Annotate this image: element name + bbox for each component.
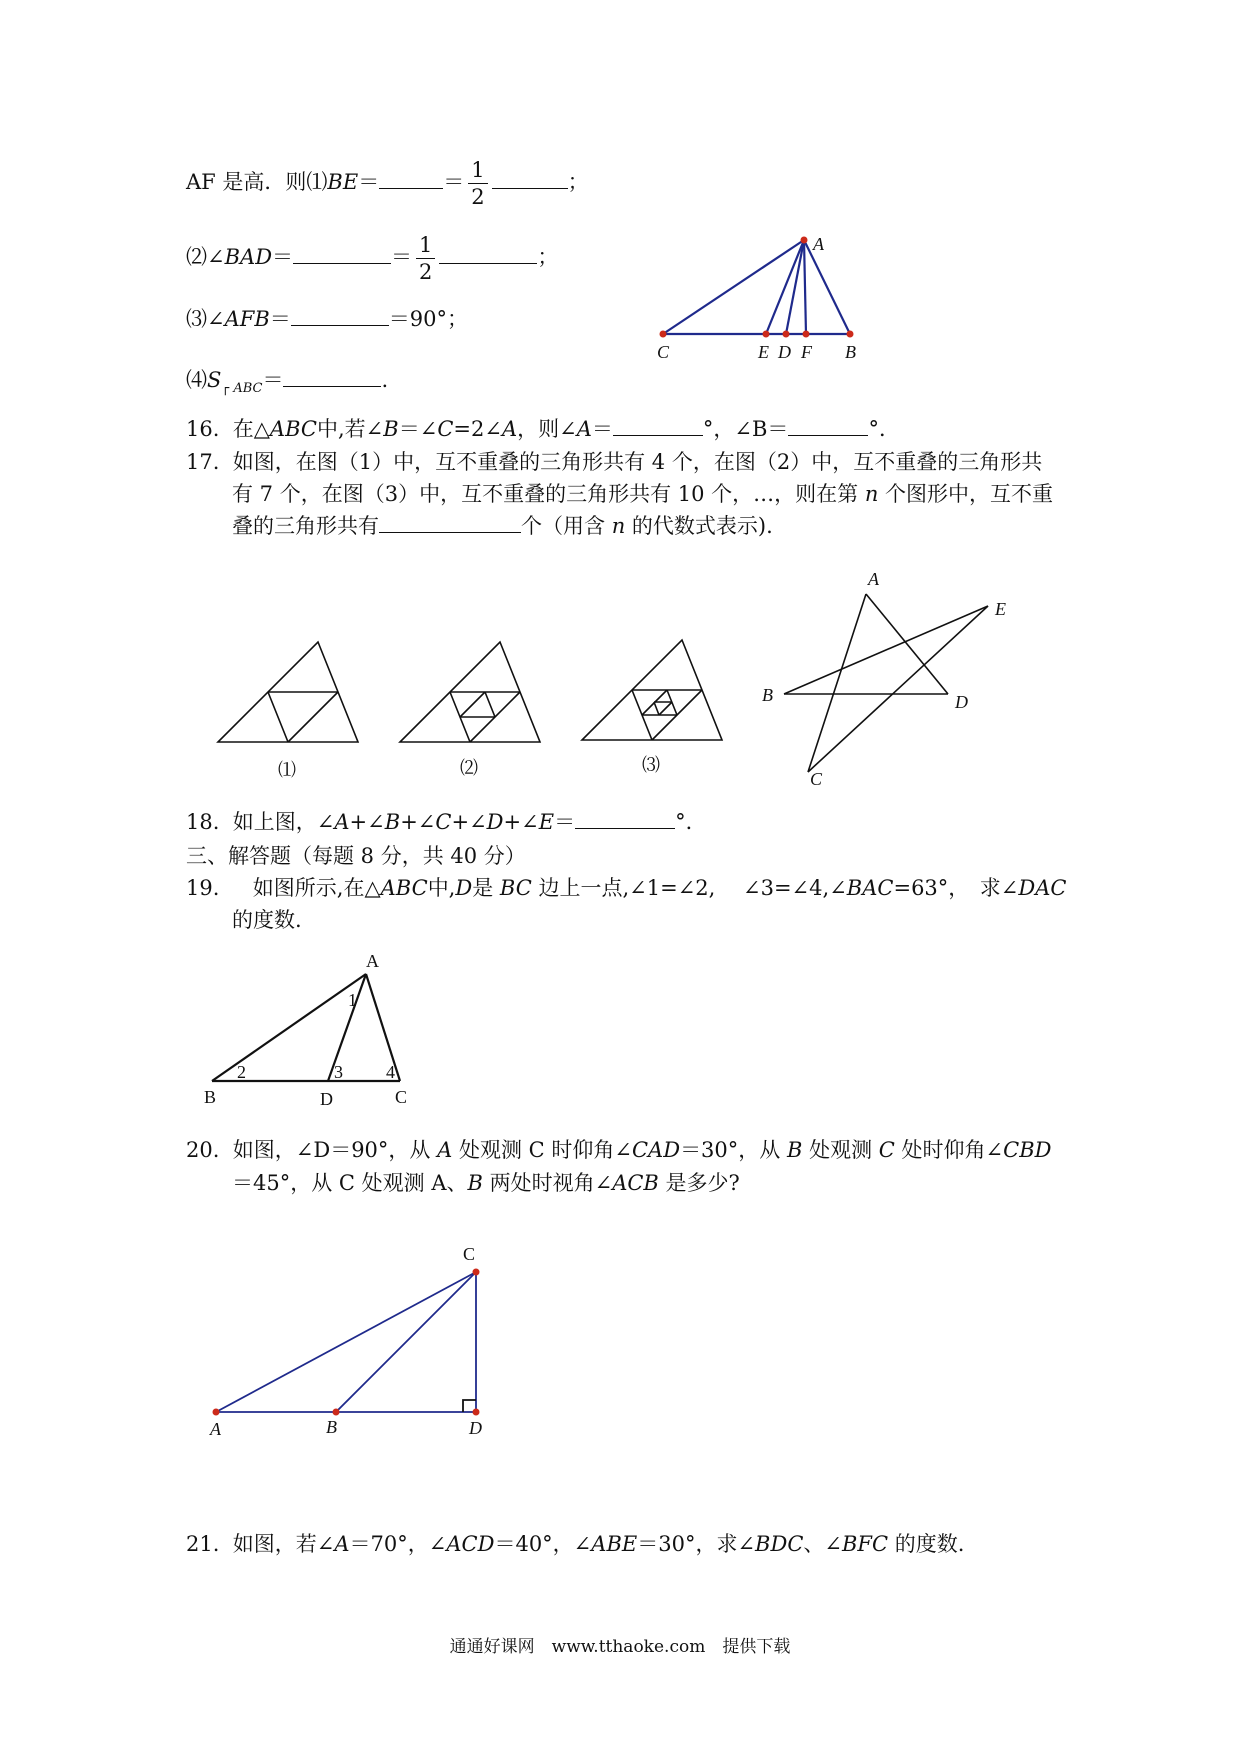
- q18-p3: +∠: [451, 810, 487, 834]
- q20-a: A: [437, 1138, 453, 1162]
- fig15-segment-AC: [663, 240, 804, 334]
- q15-part2-blank-2[interactable]: [439, 243, 537, 264]
- q15-part2-var: BAD: [224, 245, 273, 269]
- q19-text-e: =63°， 求∠: [893, 876, 1019, 900]
- q19-number: 19.: [186, 876, 220, 900]
- fig15-point-F: [803, 331, 810, 338]
- q16-a: A: [501, 417, 518, 441]
- q15-part1-blank-2[interactable]: [492, 168, 568, 189]
- q16: [186, 415, 900, 443]
- q15-part3-blank[interactable]: [291, 305, 389, 326]
- fig15-label-F: F: [801, 342, 812, 362]
- q18-star-figure: [758, 560, 1028, 790]
- q21: [186, 1530, 964, 1558]
- q19-dac: DAC: [1018, 876, 1067, 900]
- q19-figure: [200, 950, 430, 1110]
- fig15-segment-AF: [804, 240, 806, 334]
- q15-part1-denominator: 2: [471, 185, 485, 209]
- fig19-label-D: D: [320, 1089, 333, 1109]
- q20-cad: CAD: [631, 1138, 681, 1162]
- q16-number: 16.: [186, 417, 220, 441]
- fig20-label-D: D: [469, 1418, 482, 1438]
- fig17-3-innermost-right: [659, 702, 672, 715]
- q15-part4-sub: ┌ ABC: [221, 381, 263, 397]
- q17-blank[interactable]: [379, 512, 521, 533]
- q15-part3-eq: ＝: [269, 307, 291, 331]
- q20-figure: [200, 1240, 490, 1440]
- q18-eq: ＝: [554, 810, 576, 834]
- q15-part4-var: S: [207, 368, 222, 392]
- q17-line1-text: 如图，在图（1）中，互不重叠的三角形共有 4 个，在图（2）中，互不重叠的三角形共: [232, 450, 1043, 474]
- q16-blank-a[interactable]: [613, 415, 703, 436]
- fig15-label-E: E: [758, 342, 769, 362]
- q16-c: C: [437, 417, 454, 441]
- q18-C: C: [435, 810, 452, 834]
- q15-part1: [186, 157, 589, 210]
- q21-text-c: ＝40°，∠: [494, 1532, 592, 1556]
- fig19-angle-4: 4: [386, 1062, 395, 1082]
- q16-blank-b[interactable]: [788, 415, 868, 436]
- fig15-point-E: [763, 331, 770, 338]
- q19-abc: ABC: [380, 876, 428, 900]
- q18-A: A: [334, 810, 350, 834]
- q15-part4: [186, 366, 388, 403]
- q17-line2-a: 有 7 个，在图（3）中，互不重叠的三角形共有 10 个，…，则在第: [232, 482, 865, 506]
- q17-line3-n: n: [611, 514, 626, 538]
- q18: [186, 808, 707, 836]
- q16-text-d: =2∠: [453, 417, 502, 441]
- fig15-point-D: [783, 331, 790, 338]
- fig15-label-C: C: [657, 342, 670, 362]
- q21-text-f: 的度数.: [888, 1532, 965, 1556]
- q21-bdc: BDC: [755, 1532, 804, 1556]
- q17-figure-1: [214, 638, 364, 788]
- q15-part3-end: °；: [436, 307, 469, 331]
- fig19-angle-3: 3: [334, 1062, 343, 1082]
- q15-part4-prefix: ⑷: [186, 368, 207, 392]
- q15-part4-eq: ＝: [262, 368, 284, 392]
- q16-text-g: °，∠B＝: [702, 417, 789, 441]
- fig20-point-C: [473, 1269, 480, 1276]
- q16-b: B: [383, 417, 399, 441]
- q16-text-f: ＝: [591, 417, 613, 441]
- q21-abe: ABE: [591, 1532, 638, 1556]
- star-label-E: E: [995, 599, 1006, 619]
- fig19-angle-2: 2: [237, 1062, 246, 1082]
- q21-text-a: 如图，若∠: [232, 1532, 335, 1556]
- star-label-B: B: [762, 685, 773, 705]
- fig19-label-C: C: [395, 1087, 408, 1107]
- q21-a: A: [334, 1532, 350, 1556]
- q18-D: D: [486, 810, 504, 834]
- q15-part3: [186, 305, 468, 333]
- q18-E: E: [538, 810, 555, 834]
- q20-line2-d: 是多少?: [658, 1171, 740, 1195]
- fig17-3-caption: ⑶: [642, 755, 660, 775]
- q17-line3-c: 的代数式表示).: [625, 514, 773, 538]
- q20-text-b: 处观测 C 时仰角∠: [452, 1138, 632, 1162]
- q20-line1: [186, 1136, 1051, 1164]
- fig17-1-midline-right: [288, 692, 338, 742]
- q20-text-c: ＝30°，从: [680, 1138, 787, 1162]
- q18-p4: +∠: [503, 810, 539, 834]
- q15-part2-blank-1[interactable]: [293, 243, 391, 264]
- q15-part1-eq2: ＝: [443, 170, 465, 194]
- q21-acd: ACD: [446, 1532, 495, 1556]
- fig15-segment-AD: [786, 240, 804, 334]
- fig20-segment-BC: [336, 1272, 476, 1412]
- fig19-label-A: A: [366, 951, 379, 971]
- q15-part2-denominator: 2: [419, 260, 433, 284]
- fig20-point-A: [213, 1409, 220, 1416]
- fig20-label-A: A: [210, 1419, 221, 1439]
- q18-p2: +∠: [400, 810, 436, 834]
- q15-part1-var: BE: [327, 170, 359, 194]
- q21-text-d: ＝30°，求∠: [637, 1532, 756, 1556]
- q15-part2-prefix: ⑵∠: [186, 245, 225, 269]
- q17-line1: [186, 448, 1042, 476]
- q15-part1-end: ；: [567, 170, 589, 194]
- q20-acb: ACB: [612, 1171, 659, 1195]
- q15-part1-eq: ＝: [358, 170, 380, 194]
- q15-part2-eq2: ＝: [391, 245, 413, 269]
- fig20-label-B: B: [326, 1417, 337, 1437]
- fig15-label-A: A: [813, 234, 824, 254]
- q18-text-a: 如上图，∠: [232, 810, 335, 834]
- section-3-heading: 三、解答题（每题 8 分，共 40 分）: [186, 844, 526, 868]
- star-label-D: D: [955, 692, 968, 712]
- q18-p1: +∠: [349, 810, 385, 834]
- q19-line1: [186, 874, 1066, 902]
- q19-text-c: 是: [472, 876, 500, 900]
- q16-text-h: °．: [868, 417, 900, 441]
- fig15-segment-AE: [766, 240, 804, 334]
- q15-part1-blank-1[interactable]: [379, 168, 443, 189]
- fig20-point-D: [473, 1409, 480, 1416]
- q15-part2-end: ；: [537, 245, 559, 269]
- q17-figure-2: [396, 638, 546, 788]
- q15-part3-var: AFB: [224, 307, 270, 331]
- q20-c: C: [878, 1138, 895, 1162]
- q17-line3-a: 叠的三角形共有: [232, 514, 379, 538]
- q16-a2: A: [576, 417, 592, 441]
- fig17-2-inner-left: [460, 692, 485, 717]
- q16-text-e: ，则∠: [517, 417, 577, 441]
- fig17-1-midline-left: [268, 692, 288, 742]
- q17-line3: [232, 512, 773, 540]
- q20-text-a: 如图，∠D＝90°，从: [232, 1138, 438, 1162]
- q16-text-a: 在△: [232, 417, 270, 441]
- q15-part1-fraction: [468, 157, 487, 210]
- fig15-segment-AB: [804, 240, 850, 334]
- fig19-angle-1: 1: [348, 990, 357, 1010]
- q19-text-b: 中,: [427, 876, 456, 900]
- q17-line2-n: n: [864, 482, 879, 506]
- q16-text-c: ＝∠: [398, 417, 438, 441]
- q20-number: 20.: [186, 1138, 220, 1162]
- q20-line2-b: B: [467, 1171, 483, 1195]
- q19-bc: BC: [499, 876, 532, 900]
- fig15-point-C: [660, 331, 667, 338]
- q16-text-b: 中,若∠: [316, 417, 384, 441]
- q19-d: D: [455, 876, 473, 900]
- q17-number: 17.: [186, 450, 220, 474]
- q15-part2-numerator: 1: [416, 232, 435, 259]
- fig17-3-innermost-left: [654, 702, 659, 715]
- fig17-2-inner-right: [485, 692, 495, 717]
- fig17-2-caption: ⑵: [460, 758, 478, 778]
- fig17-1-caption: ⑴: [278, 760, 296, 780]
- q19-text-a: 如图所示,在△: [252, 876, 381, 900]
- star-segment-AD: [866, 594, 948, 694]
- q20-text-d: 处观测: [802, 1138, 879, 1162]
- q17-line2-b: 个图形中，互不重: [878, 482, 1054, 506]
- q15-part4-end: .: [381, 368, 389, 392]
- q20-line2-c: 两处时视角∠: [482, 1171, 613, 1195]
- fig15-point-A: [801, 237, 808, 244]
- q15-part1-prefix: AF 是高．则⑴: [186, 170, 328, 194]
- q19-bac: BAC: [846, 876, 894, 900]
- q17-line3-b: 个（用含: [521, 514, 612, 538]
- q21-bfc: BFC: [842, 1532, 889, 1556]
- q18-number: 18.: [186, 810, 220, 834]
- q21-text-e: 、∠: [803, 1532, 842, 1556]
- q19-text-d: 边上一点,∠1=∠2, ∠3=∠4,∠: [531, 876, 847, 900]
- star-label-C: C: [810, 769, 823, 789]
- q15-part3-prefix: ⑶∠: [186, 307, 225, 331]
- star-label-A: A: [868, 569, 879, 589]
- fig15-label-B: B: [845, 342, 856, 362]
- q17-figure-3: [578, 636, 728, 786]
- q15-figure: [650, 228, 890, 362]
- q20-b: B: [786, 1138, 803, 1162]
- q15-part2-eq: ＝: [272, 245, 294, 269]
- q16-abc: ABC: [269, 417, 317, 441]
- fig15-point-B: [847, 331, 854, 338]
- q18-blank[interactable]: [575, 808, 675, 829]
- q20-text-e: 处时仰角∠: [894, 1138, 1004, 1162]
- q20-line2-a: ＝45°，从 C 处观测 A、: [232, 1171, 468, 1195]
- q21-number: 21.: [186, 1532, 220, 1556]
- q20-cbd: CBD: [1003, 1138, 1052, 1162]
- q15-part2-fraction: [416, 232, 435, 285]
- fig20-segment-AC: [216, 1272, 476, 1412]
- fig19-label-B: B: [204, 1087, 217, 1107]
- q21-text-b: ＝70°，∠: [349, 1532, 447, 1556]
- q15-part4-blank[interactable]: [283, 366, 381, 387]
- fig20-label-C: C: [463, 1244, 476, 1264]
- fig15-label-D: D: [778, 342, 791, 362]
- q20-line2: [232, 1169, 740, 1197]
- q15-part3-mid: ＝90: [388, 307, 437, 331]
- q18-end: °．: [675, 810, 707, 834]
- q17-line2: [232, 480, 1053, 508]
- page-footer: 通通好课网 www.tthaoke.com 提供下载: [449, 1637, 791, 1657]
- q15-part1-numerator: 1: [468, 157, 487, 184]
- fig20-point-B: [333, 1409, 340, 1416]
- q15-part2: [186, 232, 558, 285]
- q18-B: B: [384, 810, 401, 834]
- q19-line2: 的度数.: [232, 908, 302, 932]
